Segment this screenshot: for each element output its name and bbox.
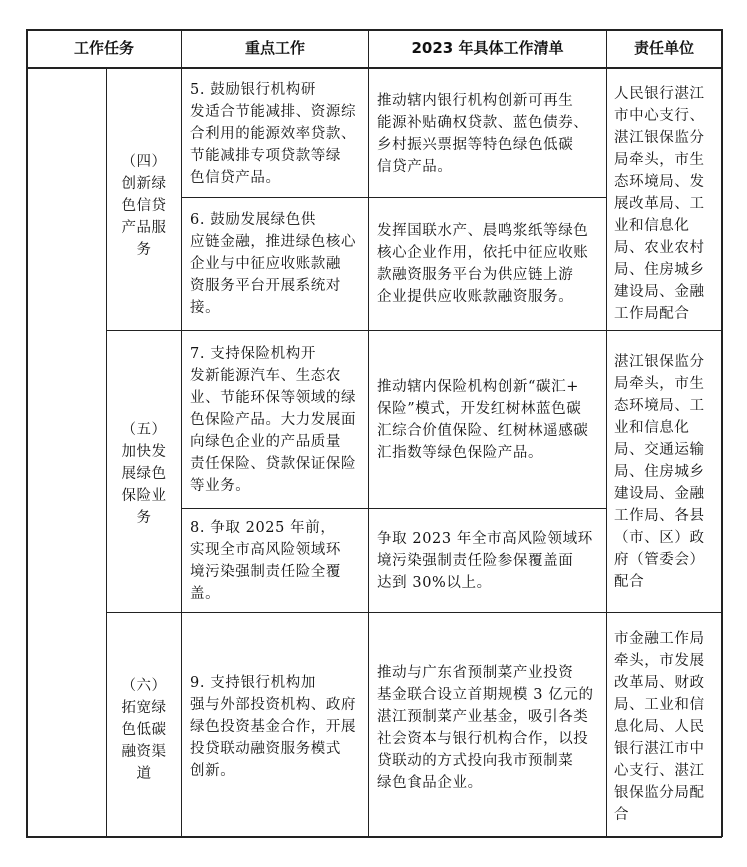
key-work-cell: 6. 鼓励发展绿色供 应链金融，推进绿色核心 企业与中征应收账款融 资服务平台开展系统对 接。 [190,212,357,316]
table-border-bottom [26,836,722,838]
table-border-left [26,29,28,837]
work-list-cell: 推动与广东省预制菜产业投资 基金联合设立首期规模 3 亿元的 湛江预制菜产业基金，吸引各类 社会资本与银行机构合作，以投 贷联动的方式投向我市预制菜 绿色食品企业。 [377,665,594,791]
group-divider [106,330,722,331]
header-task: 工作任务 [73,39,134,57]
task-label: （四） 创新绿 色信贷 产品服 务 [121,154,167,258]
work-list-cell: 发挥国联水产、晨鸣浆纸等绿色 核心企业作用，依托中征应收账 款融资服务平台为供应链上游 企业提供应收账款融资服务。 [377,223,589,305]
key-work-cell: 5. 鼓励银行机构研 发适合节能减排、资源综 合利用的能源效率贷款、 节能减排专项贷款等绿 色信贷产品。 [190,82,357,186]
header-key-work: 重点工作 [244,39,305,57]
column-divider-3 [606,29,607,837]
task-label: （五） 加快发 展绿色 保险业 务 [121,422,167,526]
task-label: （六） 拓宽绿 色低碳 融资渠 道 [121,678,167,782]
work-list-cell: 推动辖内保险机构创新“碳汇+ 保险”模式，开发红树林蓝色碳 汇综合价值保险、红树林遥感碳 汇指数等绿色保险产品。 [377,379,589,461]
work-list-cell: 争取 2023 年全市高风险领域环 境污染强制责任险参保覆盖面 达到 30%以上。 [377,531,593,591]
item-divider [181,197,606,198]
table-border-right [721,29,723,837]
group-divider [106,612,722,613]
item-divider [181,508,606,509]
header-bottom-line [26,67,722,69]
key-work-cell: 9. 支持银行机构加 强与外部投资机构、政府 绿色投资基金合作，开展 投贷联动融资服务模式 创新。 [190,675,357,779]
work-list-cell: 推动辖内银行机构创新可再生 能源补贴确权贷款、蓝色债券、 乡村振兴票据等特色绿色低碳 信贷产品。 [377,93,589,175]
column-divider-1c [181,68,182,837]
responsible-unit-cell: 市金融工作局 牵头，市发展 改革局、财政 局、工业和信 息化局、人民 银行湛江市中 心支行、湛江 银保监分局配 合 [614,631,705,823]
header-work-list: 2023 年具体工作清单 [411,39,564,57]
responsible-unit-cell: 湛江银保监分 局牵头，市生 态环境局、工 业和信息化 局、交通运输 局、住房城乡 建设局、金融 工作局、各县 （市、区）政 府（管委会） 配合 [614,354,705,590]
header-responsible: 责任单位 [633,39,694,57]
responsible-unit-cell: 人民银行湛江 市中心支行、 湛江银保监分 局牵头，市生 态环境局、发 展改革局、工 业和信息化 局、农业农村 局、住房城乡 建设局、金融 工作局配合 [614,86,705,322]
table-border-top [26,29,722,31]
key-work-cell: 8. 争取 2025 年前， 实现全市高风险领域环 境污染强制责任险全覆 盖。 [190,520,341,602]
column-divider-2 [368,29,369,837]
key-work-cell: 7. 支持保险机构开 发新能源汽车、生态农 业、节能环保等领域的绿 色保险产品。大力发展面 向绿色企业的产品质量 责任保险、贷款保证保险 等业务。 [190,346,357,494]
